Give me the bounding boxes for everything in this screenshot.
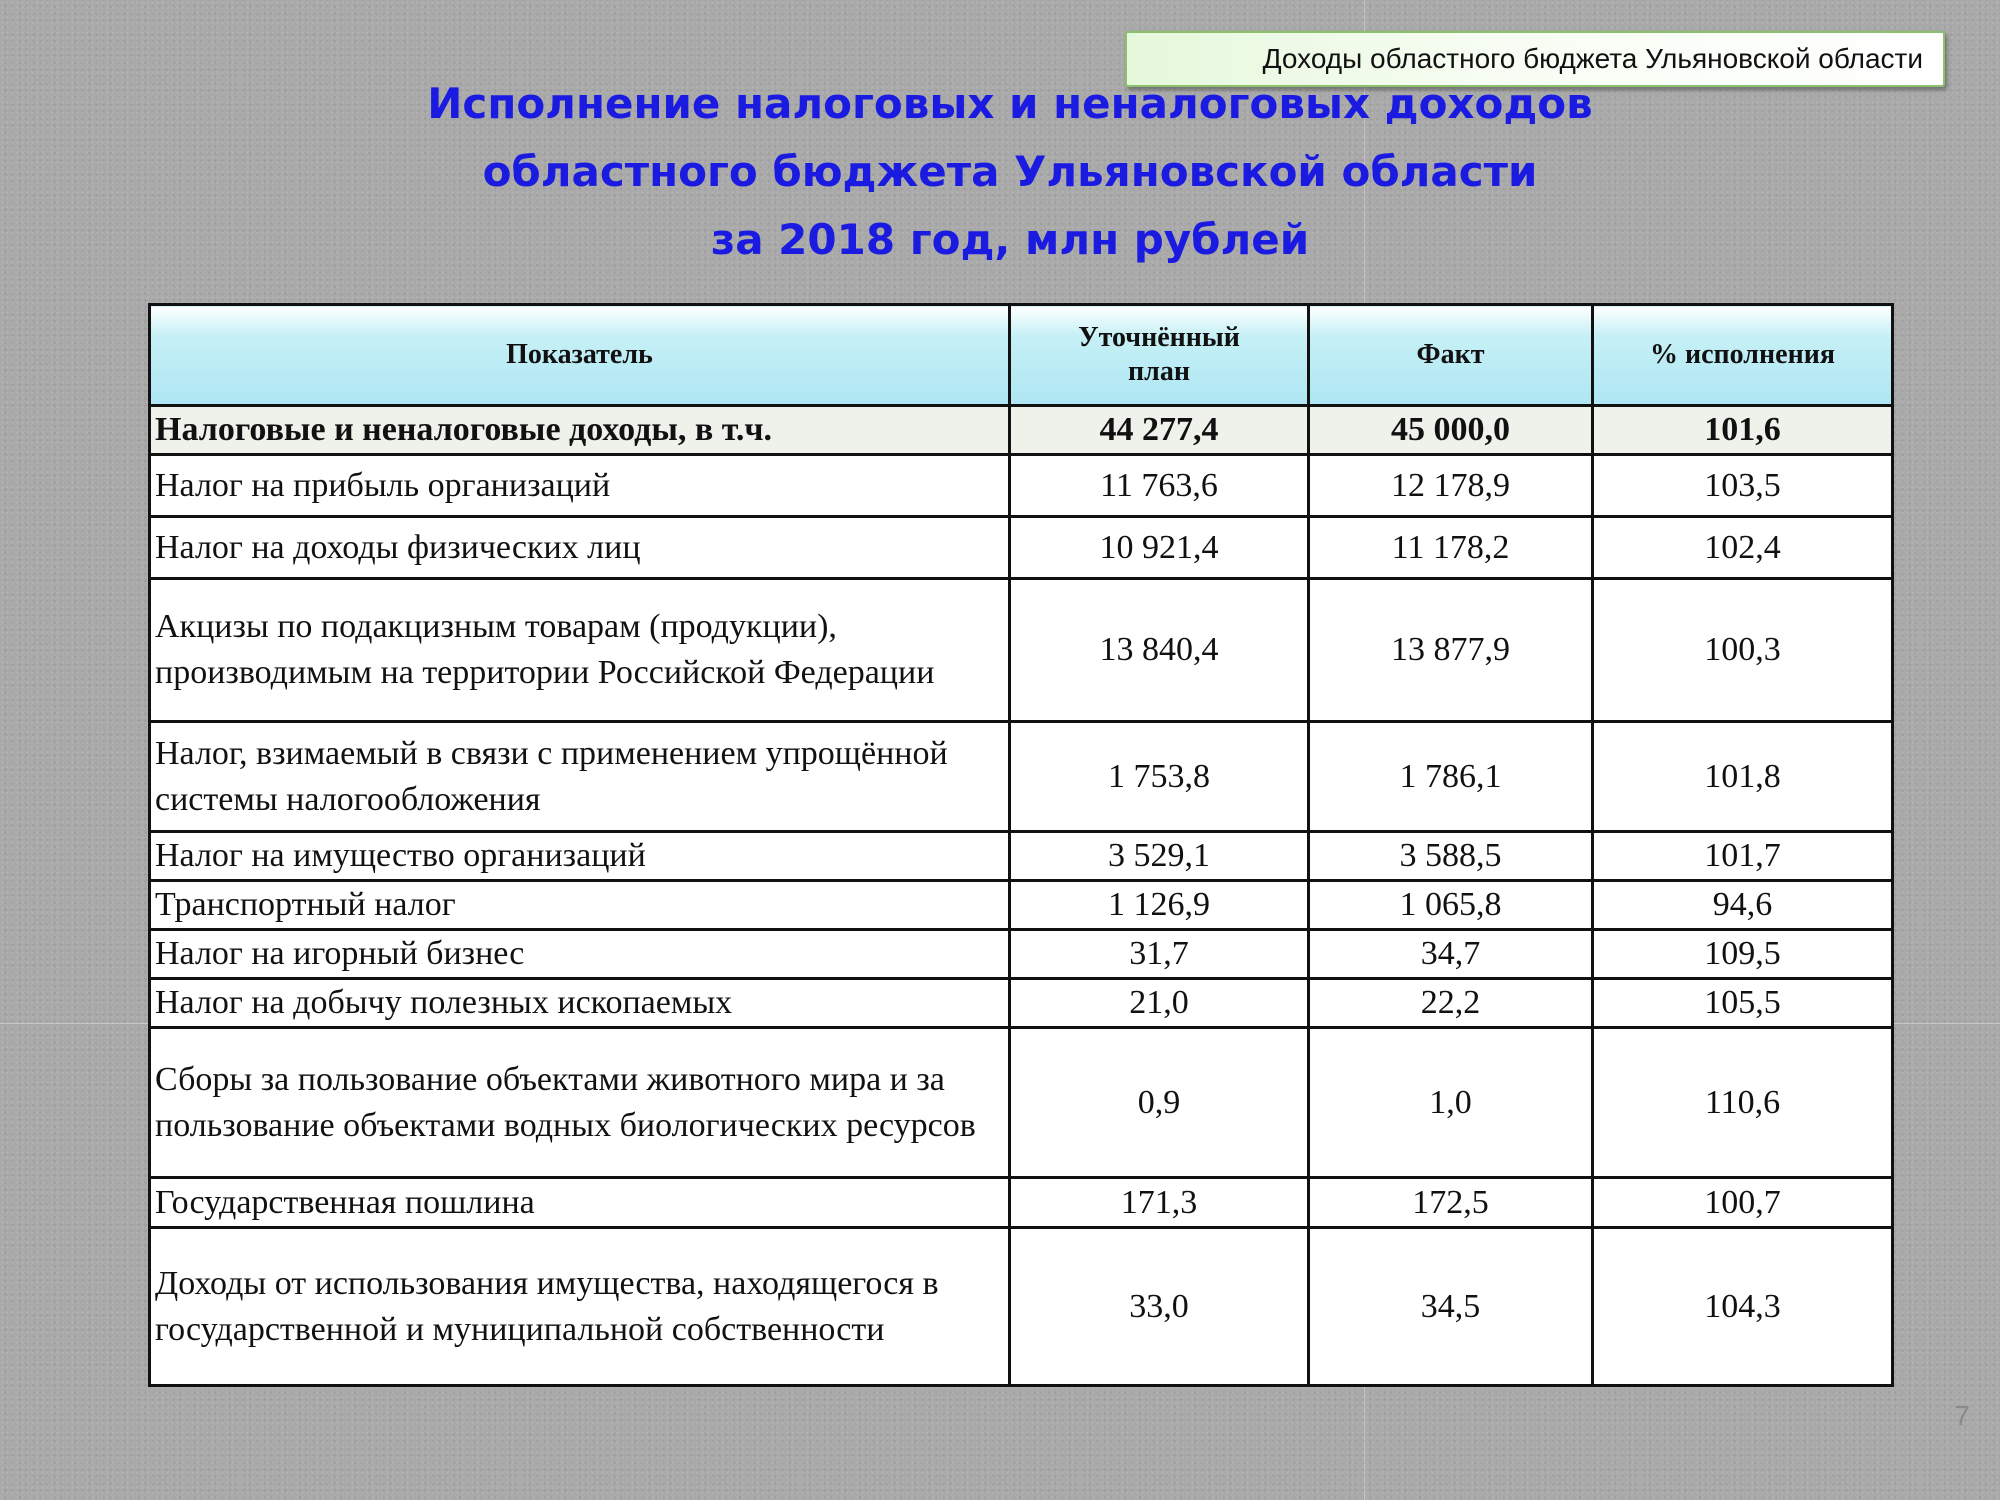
cell-name: Налог на доходы физических лиц	[150, 517, 1010, 579]
header-badge: Доходы областного бюджета Ульяновской области	[1125, 31, 1945, 87]
title-line-3: за 2018 год, млн рублей	[710, 215, 1310, 264]
table-header-row	[150, 305, 1893, 406]
cell-plan: 21,0	[1010, 979, 1309, 1028]
cell-percent: 104,3	[1593, 1228, 1893, 1386]
cell-fact: 172,5	[1309, 1178, 1593, 1228]
header-plan	[1010, 305, 1309, 406]
cell-fact: 1 065,8	[1309, 881, 1593, 930]
cell-percent: 109,5	[1593, 930, 1893, 979]
cell-fact: 1,0	[1309, 1028, 1593, 1178]
cell-plan: 33,0	[1010, 1228, 1309, 1386]
cell-percent: 110,6	[1593, 1028, 1893, 1178]
cell-plan: 31,7	[1010, 930, 1309, 979]
table-row-total	[150, 406, 1893, 455]
cell-plan: 13 840,4	[1010, 579, 1309, 722]
cell-fact: 11 178,2	[1309, 517, 1593, 579]
page-title	[0, 70, 2000, 274]
cell-percent: 101,6	[1593, 406, 1893, 455]
cell-name: Акцизы по подакцизным товарам (продукции), производимым на территории Российской Федерации	[150, 579, 1010, 722]
header-percent: % исполнения	[1593, 305, 1893, 406]
cell-percent: 101,8	[1593, 722, 1893, 832]
table-row	[150, 930, 1893, 979]
cell-plan: 1 126,9	[1010, 881, 1309, 930]
cell-percent: 105,5	[1593, 979, 1893, 1028]
cell-fact: 45 000,0	[1309, 406, 1593, 455]
cell-fact: 1 786,1	[1309, 722, 1593, 832]
cell-name: Сборы за пользование объектами животного мира и за пользование объектами водных биологических ресурсов	[150, 1028, 1010, 1178]
table-row	[150, 455, 1893, 517]
cell-plan: 44 277,4	[1010, 406, 1309, 455]
table-row	[150, 517, 1893, 579]
cell-name: Налог, взимаемый в связи с применением упрощённой системы налогообложения	[150, 722, 1010, 832]
cell-name: Транспортный налог	[150, 881, 1010, 930]
table-row	[150, 881, 1893, 930]
cell-name: Налог на игорный бизнес	[150, 930, 1010, 979]
cell-fact: 13 877,9	[1309, 579, 1593, 722]
cell-percent: 100,7	[1593, 1178, 1893, 1228]
table-row	[150, 579, 1893, 722]
cell-name: Доходы от использования имущества, находящегося в государственной и муниципальной собственности	[150, 1228, 1010, 1386]
cell-name: Государственная пошлина	[150, 1178, 1010, 1228]
cell-plan: 10 921,4	[1010, 517, 1309, 579]
cell-fact: 3 588,5	[1309, 832, 1593, 881]
cell-name: Налог на имущество организаций	[150, 832, 1010, 881]
cell-percent: 103,5	[1593, 455, 1893, 517]
cell-plan: 11 763,6	[1010, 455, 1309, 517]
cell-plan: 0,9	[1010, 1028, 1309, 1178]
header-fact: Факт	[1309, 305, 1593, 406]
revenue-table	[148, 303, 1894, 1387]
cell-percent: 102,4	[1593, 517, 1893, 579]
cell-fact: 22,2	[1309, 979, 1593, 1028]
table-row	[150, 979, 1893, 1028]
cell-percent: 94,6	[1593, 881, 1893, 930]
title-line-2: областного бюджета Ульяновской области	[482, 147, 1538, 196]
table-row	[150, 1228, 1893, 1386]
table-row	[150, 1178, 1893, 1228]
cell-fact: 34,7	[1309, 930, 1593, 979]
cell-plan: 3 529,1	[1010, 832, 1309, 881]
table-row	[150, 832, 1893, 881]
cell-percent: 100,3	[1593, 579, 1893, 722]
cell-fact: 12 178,9	[1309, 455, 1593, 517]
header-plan-line-1: Уточнённый	[1078, 322, 1240, 353]
cell-name: Налог на добычу полезных ископаемых	[150, 979, 1010, 1028]
cell-percent: 101,7	[1593, 832, 1893, 881]
table-row	[150, 722, 1893, 832]
cell-plan: 1 753,8	[1010, 722, 1309, 832]
header-indicator: Показатель	[150, 305, 1010, 406]
table-row	[150, 1028, 1893, 1178]
header-plan-line-2: план	[1128, 356, 1190, 387]
cell-name: Налоговые и неналоговые доходы, в т.ч.	[150, 406, 1010, 455]
cell-name: Налог на прибыль организаций	[150, 455, 1010, 517]
title-line-1: Исполнение налоговых и неналоговых доходов	[427, 79, 1593, 128]
cell-plan: 171,3	[1010, 1178, 1309, 1228]
cell-fact: 34,5	[1309, 1228, 1593, 1386]
page-number: 7	[1954, 1400, 1970, 1431]
